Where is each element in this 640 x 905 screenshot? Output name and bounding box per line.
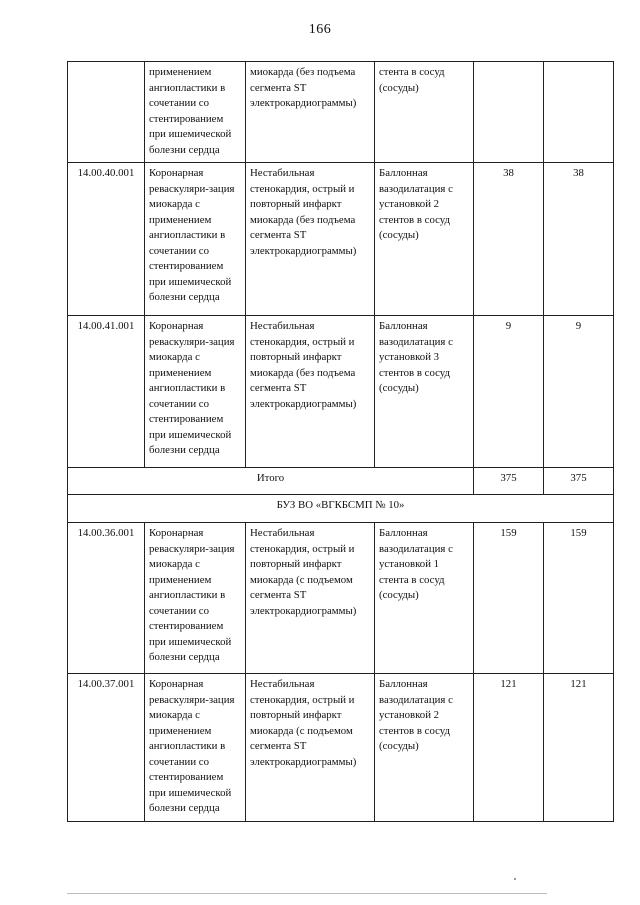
total-label: Итого: [68, 468, 474, 495]
table-row: [68, 316, 614, 468]
procedure-code: 14.00.37.001: [68, 674, 145, 822]
diagnosis-cell: Нестабильная стенокардия, острый и повторный инфаркт миокарда (без подъема сегмента ST электрокардиограммы): [246, 316, 375, 468]
table-row: [68, 62, 614, 163]
scan-artifact: [514, 878, 516, 880]
diagnosis-cell: Нестабильная стенокардия, острый и повторный инфаркт миокарда (без подъема сегмента ST электрокардиограммы): [246, 163, 375, 316]
value-cell-2: 9: [544, 316, 614, 468]
intervention-cell: Коронарная реваскуляри-зация миокарда с применением ангиопластики в сочетании со стентированием при ишемической болезни сердца: [145, 523, 246, 674]
method-cell: Баллонная вазодилатация с установкой 2 стентов в сосуд (сосуды): [375, 163, 474, 316]
method-cell: стента в сосуд (сосуды): [375, 62, 474, 163]
value-cell-1: 38: [474, 163, 544, 316]
page-bottom-rule: [67, 893, 547, 894]
method-cell: Баллонная вазодилатация с установкой 3 стентов в сосуд (сосуды): [375, 316, 474, 468]
diagnosis-cell: Нестабильная стенокардия, острый и повторный инфаркт миокарда (с подъемом сегмента ST электрокардиограммы): [246, 523, 375, 674]
total-value-1: 375: [474, 468, 544, 495]
page-number: 166: [308, 22, 332, 37]
procedure-code: 14.00.40.001: [68, 163, 145, 316]
value-cell-2: 159: [544, 523, 614, 674]
value-cell-1: 9: [474, 316, 544, 468]
value-cell-2: [544, 62, 614, 163]
diagnosis-cell: Нестабильная стенокардия, острый и повторный инфаркт миокарда (с подъемом сегмента ST электрокардиограммы): [246, 674, 375, 822]
total-value-2: 375: [544, 468, 614, 495]
table-row: [68, 523, 614, 674]
intervention-cell: Коронарная реваскуляри-зация миокарда с применением ангиопластики в сочетании со стентированием при ишемической болезни сердца: [145, 163, 246, 316]
diagnosis-cell: миокарда (без подъема сегмента ST электрокардиограммы): [246, 62, 375, 163]
value-cell-1: 121: [474, 674, 544, 822]
intervention-cell: применением ангиопластики в сочетании со стентированием при ишемической болезни сердца: [145, 62, 246, 163]
procedure-code: [68, 62, 145, 163]
procedure-code: 14.00.36.001: [68, 523, 145, 674]
total-row: [68, 468, 614, 495]
procedures-table: [67, 61, 614, 822]
value-cell-1: [474, 62, 544, 163]
table-row: [68, 674, 614, 822]
value-cell-2: 121: [544, 674, 614, 822]
section-header-row: [68, 495, 614, 523]
intervention-cell: Коронарная реваскуляри-зация миокарда с применением ангиопластики в сочетании со стентированием при ишемической болезни сердца: [145, 674, 246, 822]
value-cell-2: 38: [544, 163, 614, 316]
section-title: БУЗ ВО «ВГКБСМП № 10»: [68, 495, 614, 523]
method-cell: Баллонная вазодилатация с установкой 2 стентов в сосуд (сосуды): [375, 674, 474, 822]
intervention-cell: Коронарная реваскуляри-зация миокарда с применением ангиопластики в сочетании со стентированием при ишемической болезни сердца: [145, 316, 246, 468]
table-row: [68, 163, 614, 316]
method-cell: Баллонная вазодилатация с установкой 1 стента в сосуд (сосуды): [375, 523, 474, 674]
procedure-code: 14.00.41.001: [68, 316, 145, 468]
value-cell-1: 159: [474, 523, 544, 674]
